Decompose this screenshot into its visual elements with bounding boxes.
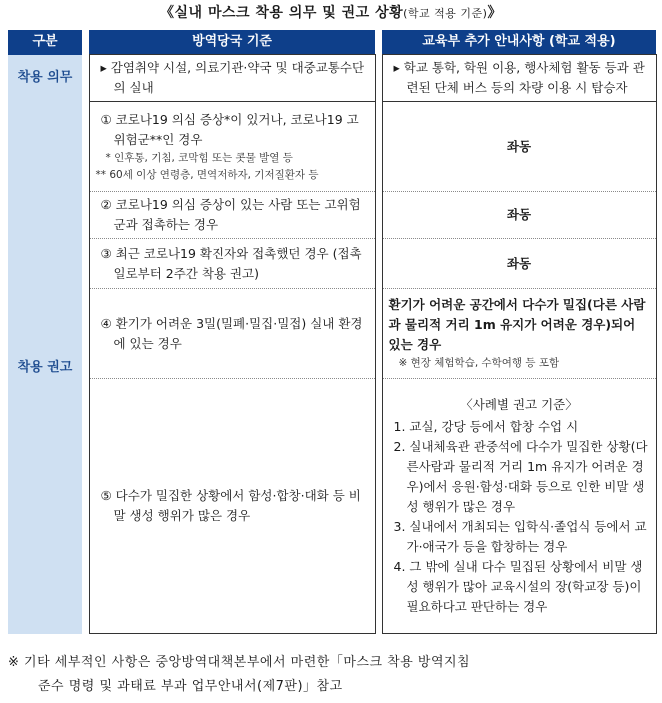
category-mandatory: 착용 의무 xyxy=(8,55,82,102)
header-category: 구분 xyxy=(8,30,82,55)
case-title: 〈사례별 권고 기준〉 xyxy=(460,397,578,412)
footnote-line-2: 준수 명령 및 과태료 부과 업무안내서(제7판)」참고 xyxy=(38,679,343,694)
rec-row-3-quarantine: ③ 최근 코로나19 확진자와 접촉했던 경우 (접촉일로부터 2주간 착용 권고) xyxy=(89,239,375,289)
title-sub: (학교 적용 기준) xyxy=(403,7,488,20)
rec-row-1-education: 좌동 xyxy=(382,102,656,192)
rec-row-5-education xyxy=(382,379,656,634)
rec-row-5-quarantine: ⑤ 다수가 밀집한 상황에서 함성·합창·대화 등 비말 생성 행위가 많은 경우 xyxy=(89,379,375,634)
rec-row-4-education: 환기가 어려운 공간에서 다수가 밀집(다른 사람과 물리적 거리 1m 유지가 어려운 경우)되어 있는 경우 ※ 현장 체험학습, 수학여행 등 포함 xyxy=(382,289,656,379)
mandatory-quarantine: ▸ 감염취약 시설, 의료기관·약국 및 대중교통수단의 실내 xyxy=(89,55,375,102)
rec-row-2-education: 좌동 xyxy=(382,192,656,239)
mask-guideline-table xyxy=(8,30,657,634)
footnote-line-1: ※ 기타 세부적인 사항은 중앙방역대책본부에서 마련한「마스크 착용 방역지침 xyxy=(8,655,471,670)
title-main: 《실내 마스크 착용 의무 및 권고 상황 xyxy=(160,5,404,21)
mandatory-education: ▸ 학교 통학, 학원 이용, 행사체험 활동 등과 관련된 단체 버스 등의 차량 이용 시 탑승자 xyxy=(382,55,656,102)
rec-row-1-quarantine: ① 코로나19 의심 증상*이 있거나, 코로나19 고위험군**인 경우 * 인후통, 기침, 코막힘 또는 콧물 발열 등 ** 60세 이상 연령층, 면역저하자, 기저질환자 등 xyxy=(89,102,375,192)
case-item: 2. 실내체육관 관중석에 다수가 밀집한 상황(다른사람과 물리적 거리 1m 유지가 어려운 경우)에서 응원·함성·대화 등으로 인한 비말 생성 행위가 많은 경우 xyxy=(393,439,648,514)
page-title xyxy=(0,2,662,22)
title-end: 》 xyxy=(487,5,502,21)
rec-row-4-quarantine: ④ 환기가 어려운 3밀(밀폐·밀집·밀접) 실내 환경에 있는 경우 xyxy=(89,289,375,379)
case-item: 1. 교실, 강당 등에서 합창 수업 시 xyxy=(393,419,579,434)
category-recommended: 착용 권고 xyxy=(8,102,82,634)
footnote xyxy=(8,651,658,699)
header-education: 교육부 추가 안내사항 (학교 적용) xyxy=(382,30,656,55)
rec-row-2-quarantine: ② 코로나19 의심 증상이 있는 사람 또는 고위험군과 접촉하는 경우 xyxy=(89,192,375,239)
header-quarantine: 방역당국 기준 xyxy=(89,30,375,55)
case-item: 4. 그 밖에 실내 다수 밀집된 상황에서 비말 생성 행위가 많아 교육시설의 장(학교장 등)이 필요하다고 판단하는 경우 xyxy=(393,559,643,614)
rec-row-3-education: 좌동 xyxy=(382,239,656,289)
case-item: 3. 실내에서 개최되는 입학식·졸업식 등에서 교가·애국가 등을 합창하는 경우 xyxy=(393,519,647,554)
